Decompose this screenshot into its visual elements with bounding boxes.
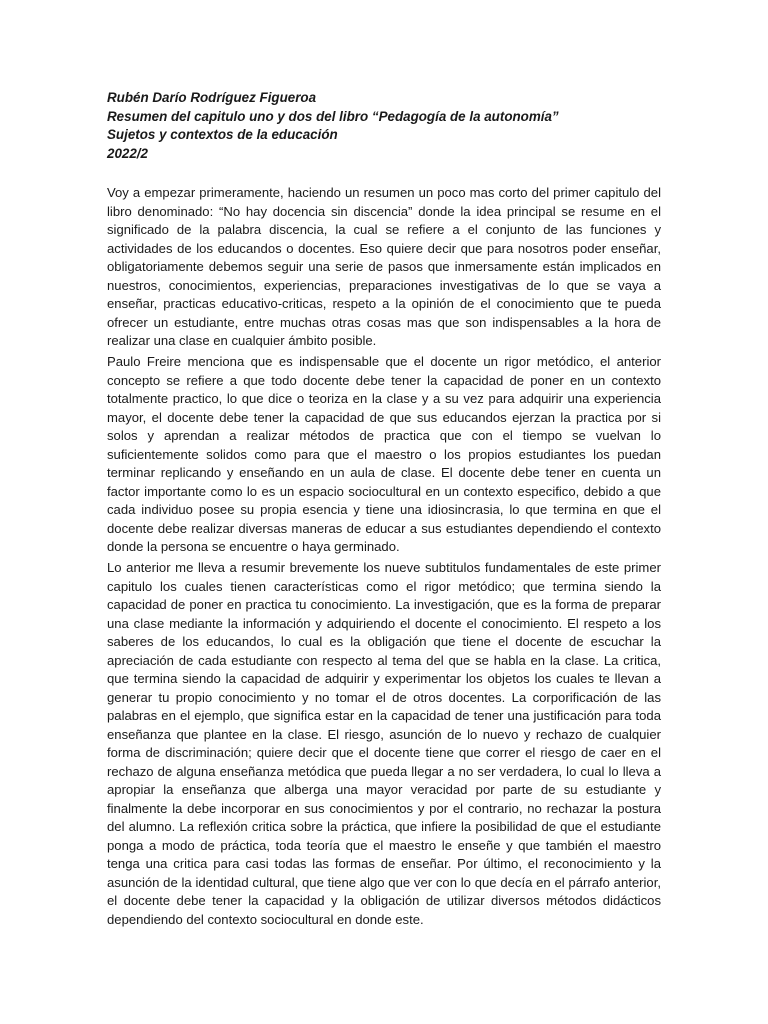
paragraph-3: Lo anterior me lleva a resumir brevemente los nueve subtitulos fundamentales de este primer capitulo los cuales tienen características como el rigor metódico; que termina siendo la capacidad de poner en practica tu conocimiento. La investigación, que es la forma de preparar una clase mediante la información y adquiriendo el docente el conocimiento. El respeto a los saberes de los educandos, lo cual es la obligación que tiene el docente de escuchar la apreciación de cada estudiante con respecto al tema del que se habla en la clase. La critica, que termina siendo la capacidad de adquirir y experimentar los objetos los cuales te llevan a generar tu propio conocimiento y no tomar el de otros docentes. La corporificación de las palabras en el ejemplo, que significa estar en la capacidad de tener una justificación para toda enseñanza que plantee en la clase. El riesgo, asunción de lo nuevo y rechazo de cualquier forma de discriminación; quiere decir que el docente tiene que correr el riesgo de caer en el rechazo de alguna enseñanza metódica que pueda llegar a no ser verdadera, lo cual lo lleva a apropiar la enseñanza que alberga una mayor veracidad por parte de su estudiante y finalmente la debe incorporar en sus conocimientos y por el contrario, no rechazar la postura del alumno. La reflexión critica sobre la práctica, que infiere la posibilidad de que el estudiante ponga a modo de práctica, toda teoría que el maestro le enseñe y que también el maestro tenga una critica para casi todas las formas de enseñar. Por último, el reconocimiento y la asunción de la identidad cultural, que tiene algo que ver con lo que decía en el párrafo anterior, el docente debe tener la capacidad y la obligación de utilizar diversos métodos didácticos dependiendo del contexto sociocultural en donde este. <box>107 560 661 927</box>
academic-period: 2022/2 <box>107 145 148 161</box>
paragraph-2: Paulo Freire menciona que es indispensable que el docente un rigor metódico, el anterior concepto se refiere a que todo docente debe tener la capacidad de poner en un contexto totalmente practico, lo que dice o teoriza en la clase y a su vez para adquirir una experiencia mayor, el docente debe tener la capacidad de que sus educandos ejerzan la practica por si solos y aprendan a realizar métodos de practica que con el tiempo se vuelvan lo suficientemente solidos como para que el maestro o los propios estudiantes los puedan terminar replicando y enseñando en un aula de clase. El docente debe tener en cuenta un factor importante como lo es un espacio sociocultural en un contexto especifico, debido a que cada individuo posee su propia esencia y tiene una idiosincrasia, lo que termina en que el docente debe realizar diversas maneras de educar a sus estudiantes dependiendo el contexto donde la persona se encuentre o haya germinado. <box>107 354 661 554</box>
paragraph-1: Voy a empezar primeramente, haciendo un resumen un poco mas corto del primer capitulo del libro denominado: “No hay docencia sin discencia” donde la idea principal se resume en el significado de la palabra discencia, la cual se refiere a el conjunto de las funciones y actividades de los educandos o docentes. Eso quiere decir que para nosotros poder enseñar, obligatoriamente debemos seguir una serie de pasos que inmersamente están implicados en nuestros, conocimientos, experiencias, preparaciones investigativas de lo que se vaya a enseñar, practicas educativo-criticas, respeto a la opinión de el conocimiento que te pueda ofrecer un estudiante, entre muchas otras cosas mas que son indispensables a la hora de realizar una clase en cualquier ámbito posible. <box>107 185 661 348</box>
course-name: Sujetos y contextos de la educación <box>107 127 338 142</box>
document-header <box>107 89 667 163</box>
author-name: Rubén Darío Rodríguez Figueroa <box>107 90 317 105</box>
document-title: Resumen del capitulo uno y dos del libro “Pedagogía de la autonomía” <box>107 108 559 124</box>
